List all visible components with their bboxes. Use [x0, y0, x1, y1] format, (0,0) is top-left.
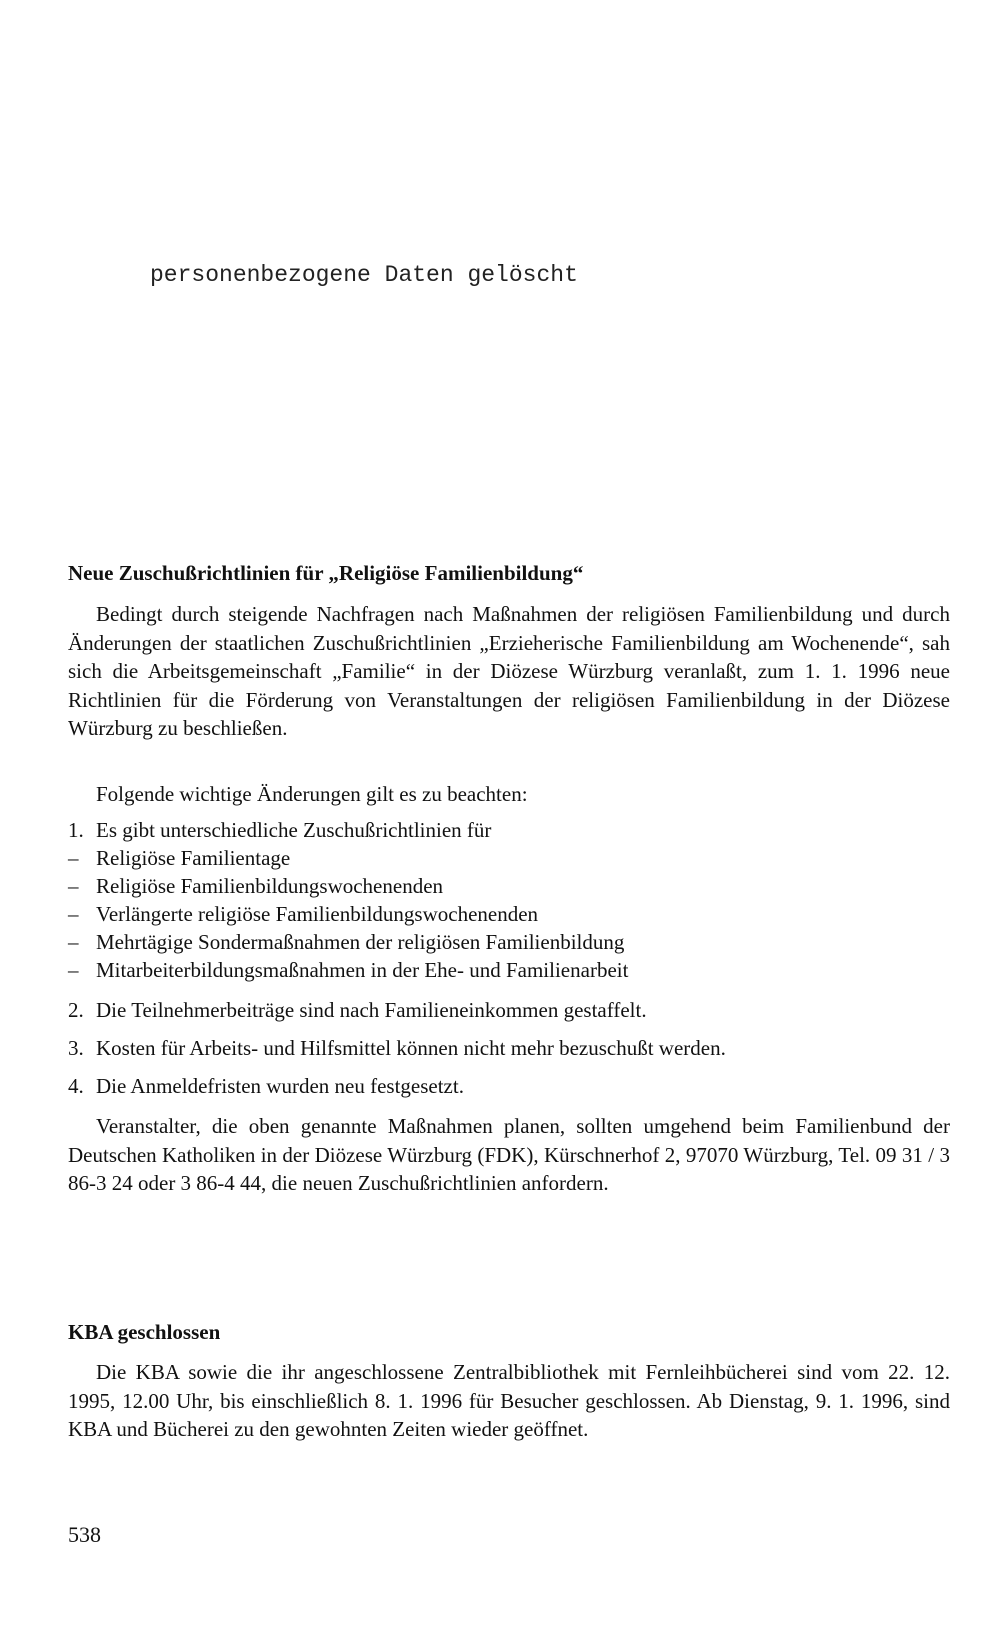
changes-intro-text: Folgende wichtige Änderungen gilt es zu beachten: — [96, 782, 528, 806]
dash-marker: – — [68, 874, 79, 898]
list-marker: 1. — [68, 818, 84, 842]
sub-list-item — [68, 902, 538, 927]
sub-list-item-text: Mitarbeiterbildungsmaßnahmen in der Ehe- und Familienarbeit — [96, 958, 629, 982]
dash-marker: – — [68, 958, 79, 982]
list-marker: 4. — [68, 1074, 84, 1098]
sub-list-item — [68, 874, 443, 899]
list-item — [68, 998, 647, 1023]
page-number: 538 — [68, 1522, 101, 1547]
sub-list-item-text: Religiöse Familientage — [96, 846, 291, 870]
kba-closure-paragraph: Die KBA sowie die ihr angeschlossene Zentralbibliothek mit Fernleihbücherei sind vom 22. 12. 1995, 12.00 Uhr, bis einschließlich 8. 1. 1996 für Besucher geschlossen. Ab Dienstag, 9. 1. 1996, sind KBA und Bücherei zu den gewohnten Zeiten wieder geöffnet. — [68, 1360, 950, 1441]
sub-list-item-text: Religiöse Familienbildungswochenenden — [96, 874, 444, 898]
dash-marker: – — [68, 846, 79, 870]
list-item — [68, 1036, 726, 1061]
list-item-text: Die Teilnehmerbeiträge sind nach Familieneinkommen gestaffelt. — [96, 998, 647, 1022]
redaction-note: personenbezogene Daten gelöscht — [150, 262, 578, 288]
list-item — [68, 818, 491, 843]
list-item-text: Es gibt unterschiedliche Zuschußrichtlinien für — [96, 818, 492, 842]
list-marker: 3. — [68, 1036, 84, 1060]
sub-list-item — [68, 930, 624, 955]
article-closing-paragraph: Veranstalter, die oben genannte Maßnahmen planen, sollten umgehend beim Familienbund der Deutschen Katholiken in der Diözese Würzburg (FDK), Kürschnerhof 2, 97070 Würzburg, Tel. 09 31 / 3 86-3 24 oder 3 86-4 44, die neuen Zuschußrichtlinien anfordern. — [68, 1114, 950, 1195]
article-intro-paragraph: Bedingt durch steigende Nachfragen nach Maßnahmen der religiösen Familienbildung und durch Änderungen der staatlichen Zuschußrichtlinien „Erzieherische Familienbildung am Wochenende“, sah sich die Arbeitsgemeinschaft „Familie“ in der Diözese Würzburg veranlaßt, zum 1. 1. 1996 neue Richtlinien für die Förderung von Veranstaltungen der religiösen Familienbildung in der Diözese Würzburg zu beschließen. — [68, 602, 950, 740]
sub-list-item-text: Verlängerte religiöse Familienbildungswochenenden — [96, 902, 539, 926]
article-heading-kba-geschlossen: KBA geschlossen — [68, 1320, 221, 1344]
list-item — [68, 1074, 464, 1099]
sub-list-item — [68, 958, 628, 983]
sub-list-item — [68, 846, 290, 871]
list-item-text: Die Anmeldefristen wurden neu festgesetzt. — [96, 1074, 464, 1098]
dash-marker: – — [68, 902, 79, 926]
changes-intro — [68, 782, 528, 807]
article-heading-zuschussrichtlinien: Neue Zuschußrichtlinien für „Religiöse Familienbildung“ — [68, 561, 584, 585]
list-item-text: Kosten für Arbeits- und Hilfsmittel können nicht mehr bezuschußt werden. — [96, 1036, 726, 1060]
dash-marker: – — [68, 930, 79, 954]
list-marker: 2. — [68, 998, 84, 1022]
sub-list-item-text: Mehrtägige Sondermaßnahmen der religiösen Familienbildung — [96, 930, 625, 954]
